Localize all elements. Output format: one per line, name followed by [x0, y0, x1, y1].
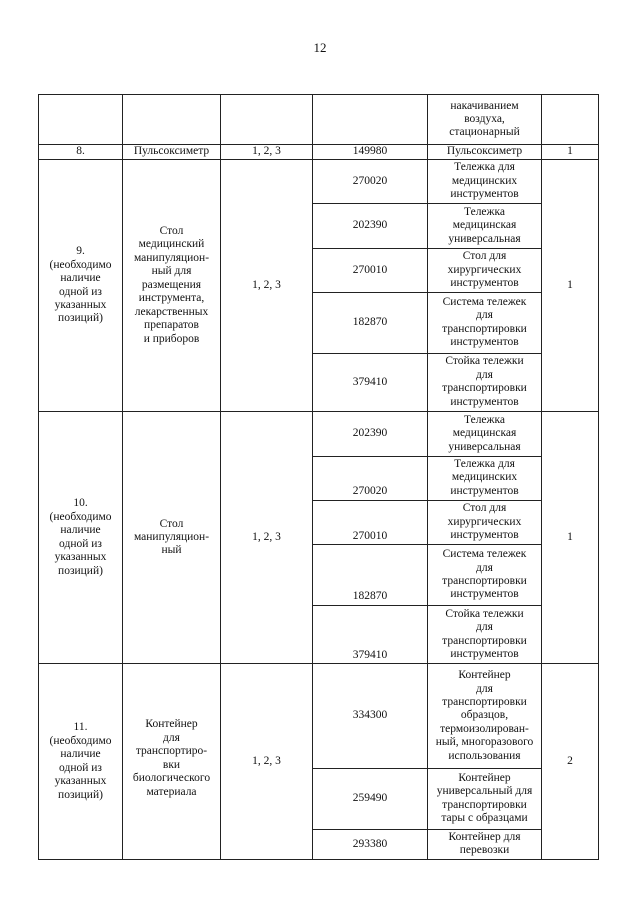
- position-number: 9. (необходимо наличие одной из указанных позиций): [39, 159, 123, 411]
- equipment-code: 379410: [313, 605, 428, 664]
- equipment-name: Стойка тележки для транспортировки инструментов: [428, 353, 542, 412]
- empty-cell: [39, 95, 123, 145]
- equipment-name: накачиванием воздуха, стационарный: [428, 95, 542, 145]
- position-number: 8.: [39, 145, 123, 160]
- equipment-name: Контейнер для перевозки: [428, 829, 542, 859]
- equipment-code: 182870: [313, 293, 428, 354]
- equipment-code: 202390: [313, 412, 428, 456]
- empty-cell: [123, 95, 221, 145]
- equipment-table: [38, 94, 599, 860]
- equipment-code: 202390: [313, 204, 428, 248]
- equipment-name: Система тележек для транспортировки инструментов: [428, 545, 542, 606]
- position-number: 10. (необходимо наличие одной из указанных позиций): [39, 412, 123, 664]
- quantity: 1: [542, 145, 599, 160]
- equipment-code: 334300: [313, 664, 428, 769]
- requirement-levels: 1, 2, 3: [221, 159, 313, 411]
- equipment-name: Стойка тележки для транспортировки инструментов: [428, 605, 542, 664]
- equipment-name: Тележка для медицинских инструментов: [428, 456, 542, 500]
- quantity: 1: [542, 412, 599, 664]
- empty-cell: [221, 95, 313, 145]
- requirement-levels: 1, 2, 3: [221, 412, 313, 664]
- equipment-name: Стол для хирургических инструментов: [428, 500, 542, 544]
- equipment-name: Пульсоксиметр: [428, 145, 542, 160]
- equipment-name: Система тележек для транспортировки инструментов: [428, 293, 542, 354]
- item-description: Пульсоксиметр: [123, 145, 221, 160]
- equipment-code: 182870: [313, 545, 428, 606]
- empty-cell: [313, 95, 428, 145]
- equipment-name: Контейнер для транспортировки образцов, термоизолирован- ный, многоразового использования: [428, 664, 542, 769]
- carry-over-row: [39, 95, 599, 145]
- empty-cell: [542, 95, 599, 145]
- equipment-code: 259490: [313, 769, 428, 830]
- requirement-levels: 1, 2, 3: [221, 664, 313, 860]
- quantity: 2: [542, 664, 599, 860]
- equipment-code: 270010: [313, 500, 428, 544]
- quantity: 1: [542, 159, 599, 411]
- equipment-code: 379410: [313, 353, 428, 412]
- equipment-code: 149980: [313, 145, 428, 160]
- table-row: [39, 145, 599, 160]
- requirement-levels: 1, 2, 3: [221, 145, 313, 160]
- equipment-name: Тележка медицинская универсальная: [428, 412, 542, 456]
- equipment-code: 270010: [313, 248, 428, 292]
- item-description: Стол манипуляцион- ный: [123, 412, 221, 664]
- page-number: 12: [313, 40, 327, 55]
- item-description: Стол медицинский манипуляцион- ный для размещения инструмента, лекарственных препаратов и приборов: [123, 159, 221, 411]
- item-description: Контейнер для транспортиро- вки биологического материала: [123, 664, 221, 860]
- equipment-name: Тележка для медицинских инструментов: [428, 159, 542, 203]
- table-row: [39, 412, 599, 456]
- equipment-code: 270020: [313, 159, 428, 203]
- equipment-code: 293380: [313, 829, 428, 859]
- equipment-name: Стол для хирургических инструментов: [428, 248, 542, 292]
- table-row: [39, 664, 599, 769]
- table-row: [39, 159, 599, 203]
- equipment-name: Контейнер универсальный для транспортировки тары с образцами: [428, 769, 542, 830]
- position-number: 11. (необходимо наличие одной из указанных позиций): [39, 664, 123, 860]
- equipment-name: Тележка медицинская универсальная: [428, 204, 542, 248]
- equipment-code: 270020: [313, 456, 428, 500]
